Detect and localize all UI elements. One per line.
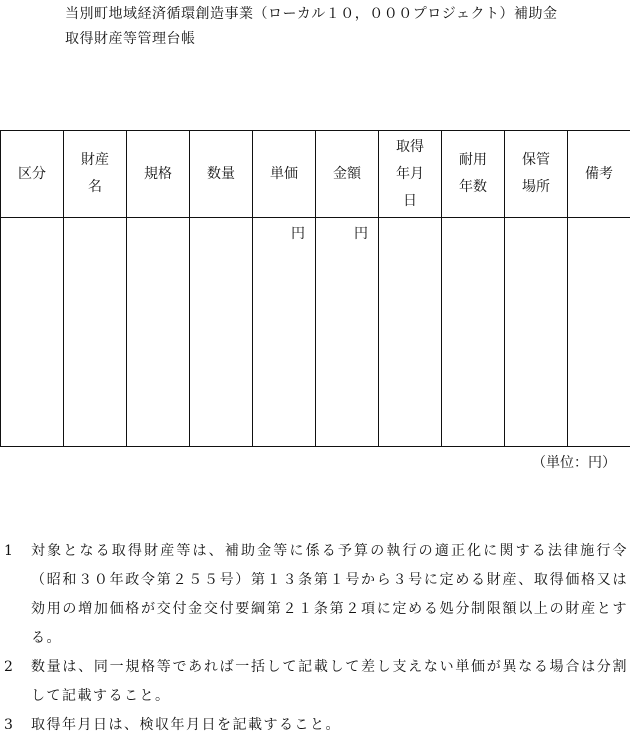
header-cell: 数量 (190, 131, 253, 218)
title-line-2: 取得財産等管理台帳 (65, 27, 557, 52)
table-cell[interactable] (253, 218, 316, 447)
table-cell[interactable] (568, 218, 630, 447)
table-cell[interactable] (379, 218, 442, 447)
header-row (1, 131, 630, 218)
table-cell[interactable] (1, 218, 64, 447)
header-cell: 保管 場所 (505, 131, 568, 218)
note-item (4, 537, 628, 653)
table-row (1, 218, 630, 447)
header-cell: 区分 (1, 131, 64, 218)
yen-unit-label: 円 (316, 218, 378, 243)
note-text: 対象となる取得財産等は、補助金等に係る予算の執行の適正化に関する法律施行令（昭和３０年政令第２５５号）第１３条第１号から３号に定める財産、取得価格又は効用の増加価格が交付金交付要綱第２１条第２項に定める処分制限額以上の財産とする。 (31, 537, 628, 653)
asset-ledger-table (0, 130, 630, 447)
note-item (4, 711, 628, 740)
yen-unit-label: 円 (253, 218, 315, 243)
table-cell[interactable] (190, 218, 253, 447)
table-cell[interactable] (442, 218, 505, 447)
note-number: 1 (4, 537, 31, 653)
table-cell[interactable] (127, 218, 190, 447)
header-cell: 金額 (316, 131, 379, 218)
note-text: 取得年月日は、検収年月日を記載すること。 (31, 711, 628, 740)
header-cell: 規格 (127, 131, 190, 218)
note-number: 3 (4, 711, 31, 740)
note-text: 数量は、同一規格等であれば一括して記載して差し支えない単価が異なる場合は分割して記載すること。 (31, 653, 628, 711)
table-cell[interactable] (64, 218, 127, 447)
table-cell[interactable] (505, 218, 568, 447)
notes-list (4, 537, 628, 740)
header-cell: 財産 名 (64, 131, 127, 218)
note-number: 2 (4, 653, 31, 711)
header-cell: 耐用 年数 (442, 131, 505, 218)
document-title (65, 2, 557, 52)
header-cell: 備考 (568, 131, 630, 218)
header-cell: 取得 年月 日 (379, 131, 442, 218)
note-item (4, 653, 628, 711)
table-cell[interactable] (316, 218, 379, 447)
unit-note: （単位：円） (532, 452, 616, 472)
title-line-1: 当別町地域経済循環創造事業（ローカル１０，０００プロジェクト）補助金 (65, 2, 557, 27)
header-cell: 単価 (253, 131, 316, 218)
